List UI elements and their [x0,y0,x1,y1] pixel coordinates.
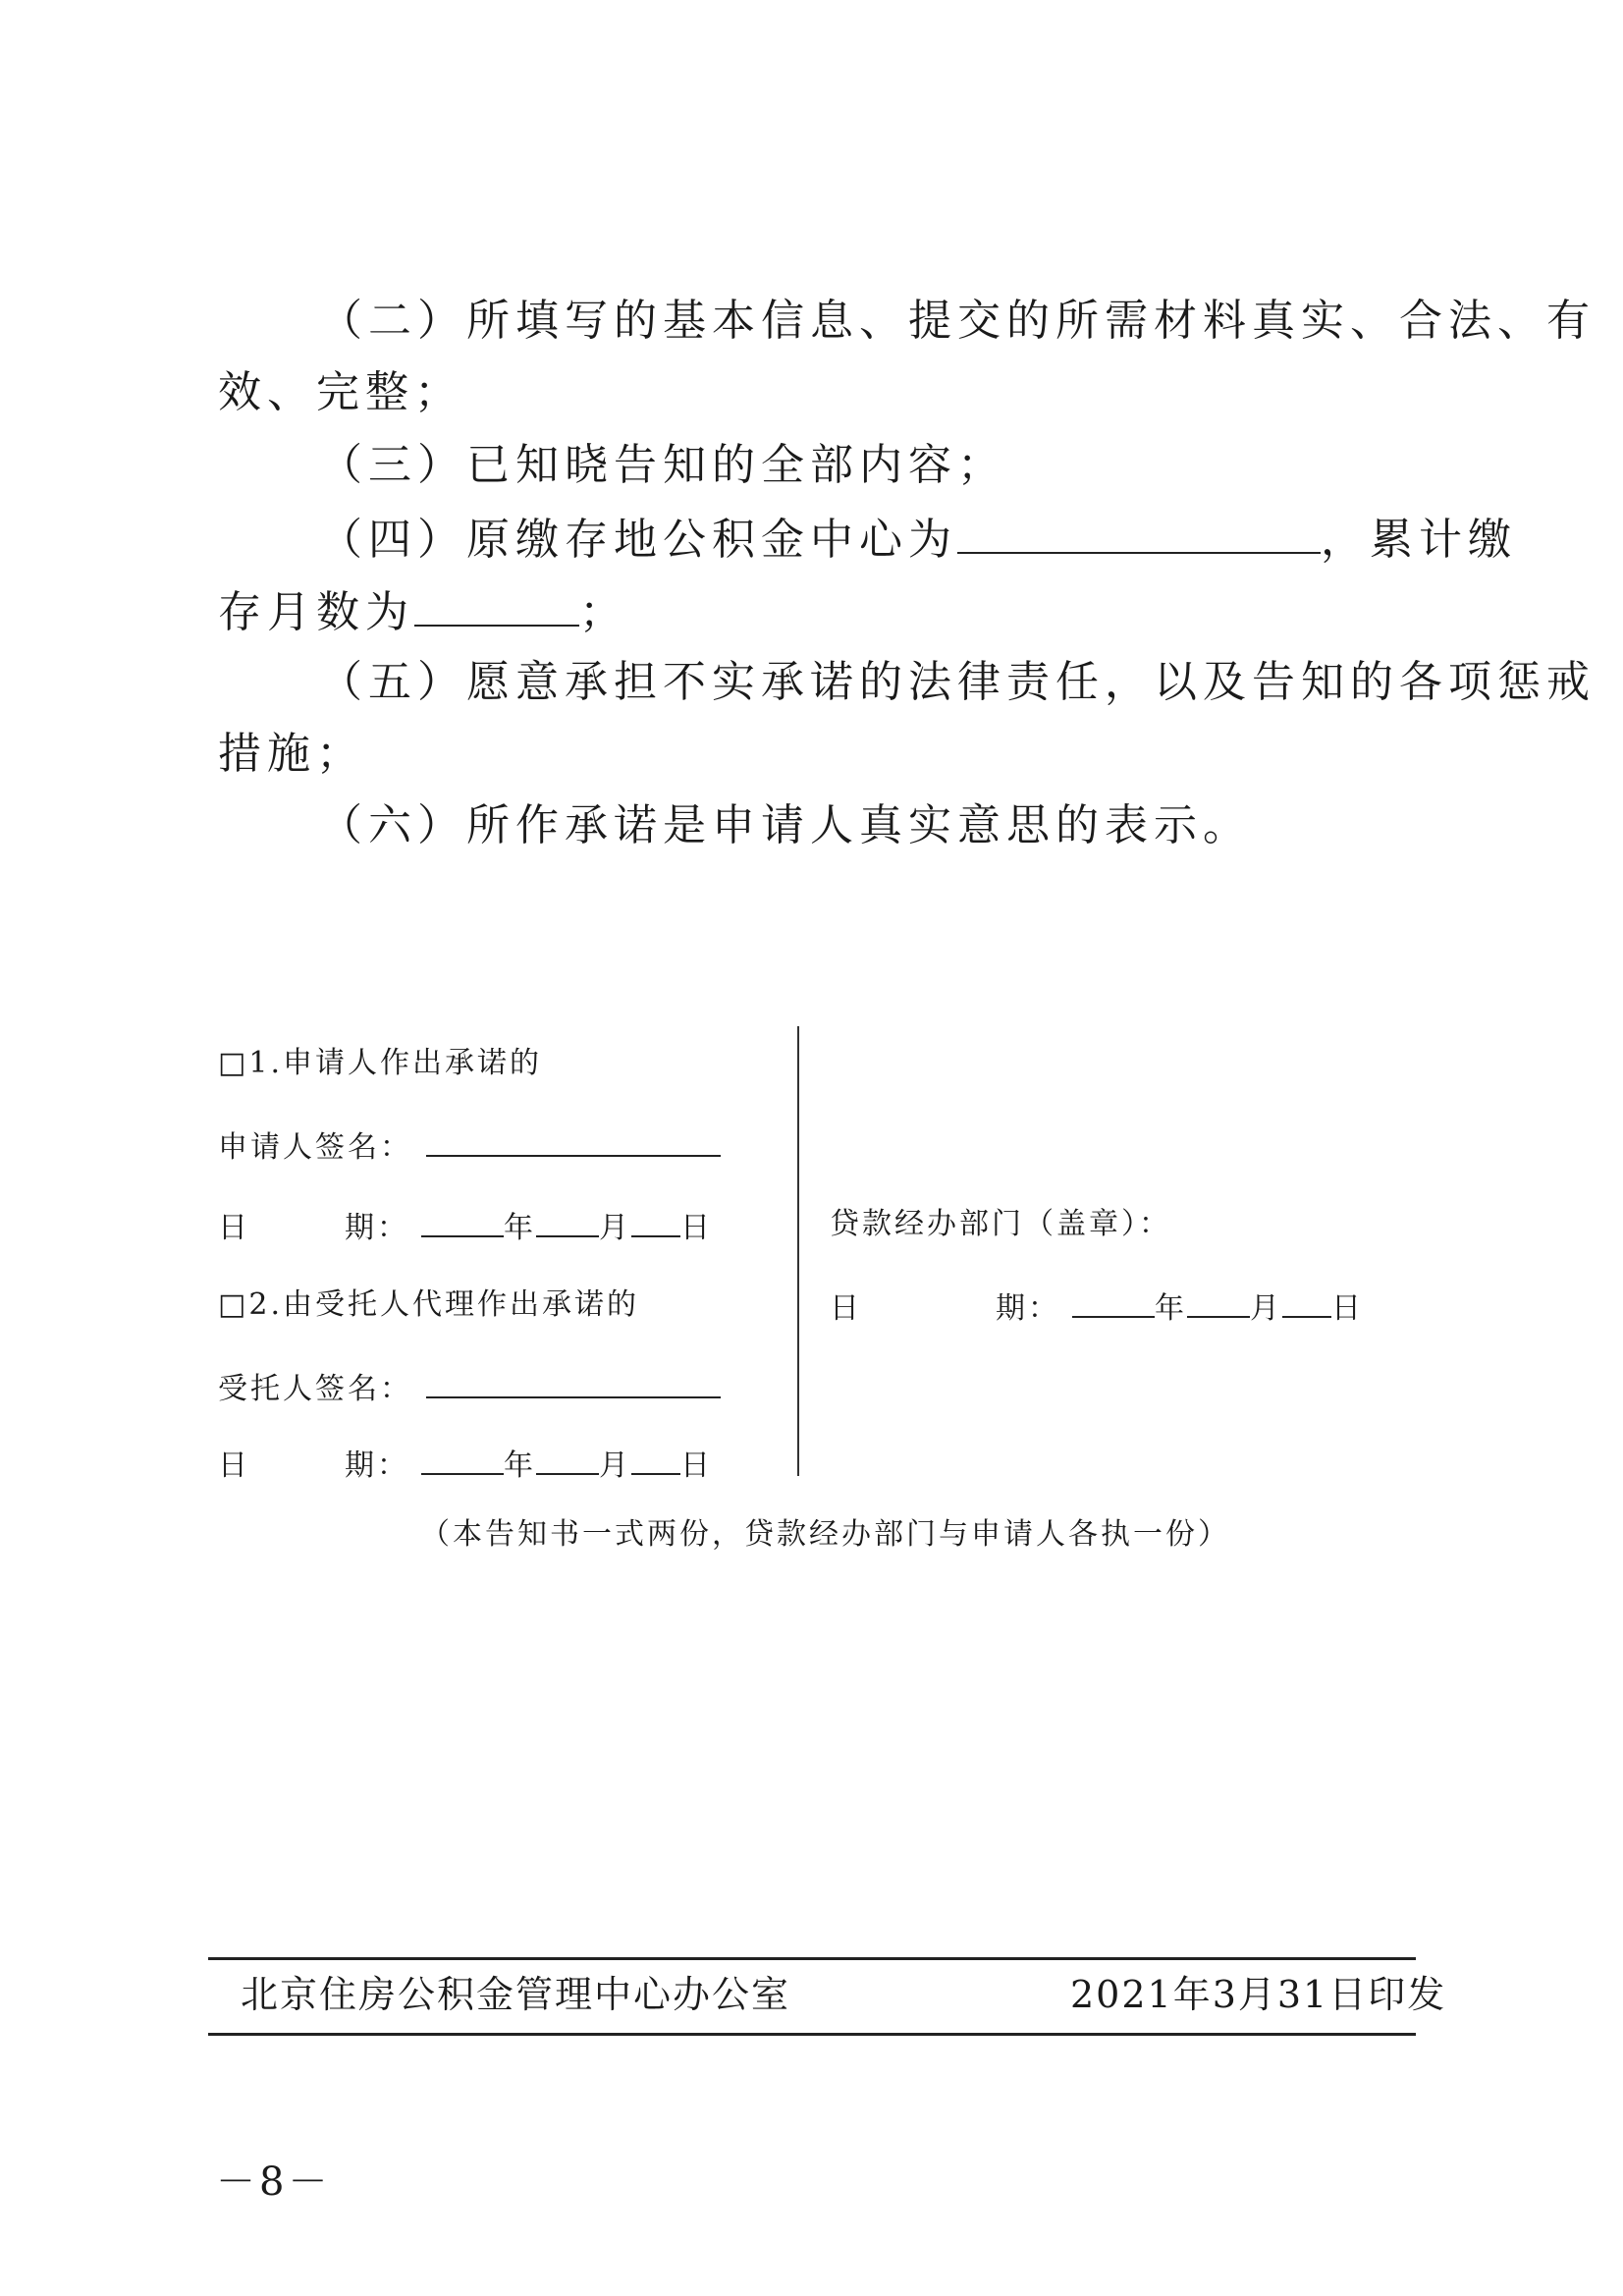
trustee-year-field[interactable] [421,1448,504,1475]
month-label: 月 [599,1449,631,1483]
option-1-row [218,1046,542,1080]
footer-top-rule [208,1957,1416,1960]
commitment-item-5-line-1: （五）愿意承担不实承诺的法律责任，以及告知的各项惩戒 [319,657,1596,707]
months-count-blank[interactable] [414,589,579,627]
commitment-item-2-line-1: （二）所填写的基本信息、提交的所需材料真实、合法、有 [319,296,1596,346]
page-number: －8－ [216,2159,332,2205]
trustee-signature-row [218,1371,721,1404]
month-label: 月 [599,1211,631,1245]
commitment-item-3: （三）已知晓告知的全部内容； [319,440,1006,490]
day-label: 日 [680,1211,713,1245]
item-4-text: （四）原缴存地公积金中心为 [319,515,957,565]
day-label: 日 [680,1449,713,1483]
department-day-field[interactable] [1282,1290,1331,1318]
copies-note: （本告知书一式两份，贷款经办部门与申请人各执一份） [420,1517,1230,1552]
applicant-signature-row [218,1129,721,1163]
commitment-item-2-line-2: 效、完整； [218,367,463,417]
applicant-signature-field[interactable] [426,1129,721,1157]
option-2-row [218,1287,639,1322]
trustee-date-row [218,1448,713,1481]
applicant-date-row [218,1210,713,1243]
commitment-item-6: （六）所作承诺是申请人真实意思的表示。 [319,800,1252,850]
item-4-line-2-text: 存月数为 [218,587,414,637]
footer-issue-date: 2021年3月31日印发 [1070,1973,1447,2016]
trustee-day-field[interactable] [631,1448,680,1475]
day-label: 日 [1331,1291,1364,1326]
month-label: 月 [1250,1291,1282,1326]
year-label: 年 [1155,1291,1187,1326]
trustee-signature-label: 受托人签名： [218,1372,412,1406]
option-2-checkbox[interactable]: □ [218,1287,249,1322]
applicant-month-field[interactable] [536,1210,599,1237]
date-label-right: 期： [345,1211,409,1245]
trustee-signature-field[interactable] [426,1371,721,1398]
option-1-checkbox[interactable]: □ [218,1046,249,1080]
column-divider [797,1026,799,1476]
option-2-label: 2.由受托人代理作出承诺的 [248,1287,639,1322]
year-label: 年 [504,1449,536,1483]
item-4-text-end: ，累计缴 [1321,515,1517,565]
trustee-month-field[interactable] [536,1448,599,1475]
commitment-item-5-line-2: 措施； [218,729,365,779]
applicant-year-field[interactable] [421,1210,504,1237]
year-label: 年 [504,1211,536,1245]
commitment-item-4-line-2 [218,587,628,637]
applicant-day-field[interactable] [631,1210,680,1237]
date-label-left: 日 [218,1449,250,1483]
date-label-left: 日 [218,1211,250,1245]
footer-issuer: 北京住房公积金管理中心办公室 [241,1973,791,2016]
department-month-field[interactable] [1187,1290,1250,1318]
date-label-right: 期： [996,1291,1060,1326]
department-year-field[interactable] [1072,1290,1155,1318]
original-fund-center-blank[interactable] [957,517,1321,554]
footer-bottom-rule [208,2033,1416,2036]
date-label-left: 日 [830,1291,862,1326]
loan-department-stamp-label: 贷款经办部门（盖章）： [830,1207,1171,1241]
date-label-right: 期： [345,1449,409,1483]
commitment-item-4-line-1 [319,515,1517,565]
department-date-row [830,1290,1364,1324]
item-4-line-2-end: ； [579,587,628,637]
applicant-signature-label: 申请人签名： [218,1130,412,1165]
option-1-label: 1.申请人作出承诺的 [248,1046,542,1080]
